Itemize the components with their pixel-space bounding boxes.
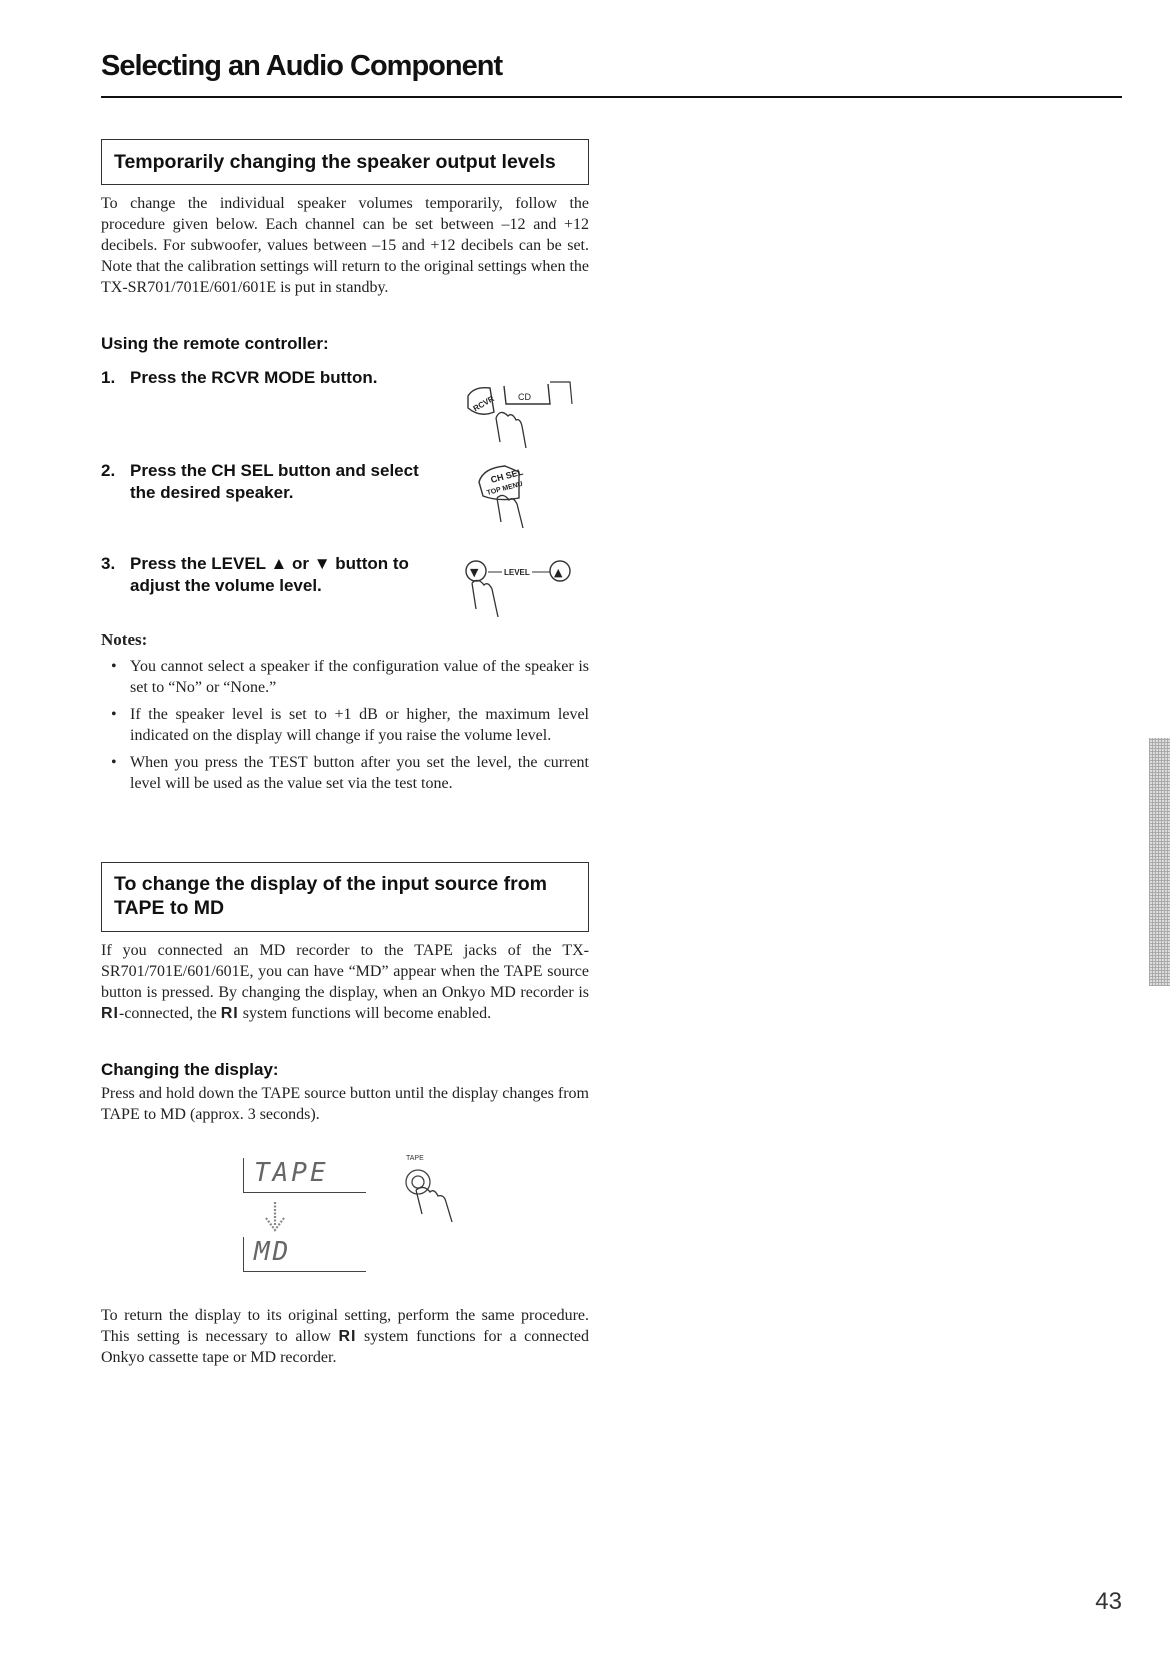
section2-heading-box [101, 862, 589, 932]
display-md-panel [243, 1237, 366, 1272]
tape-button-illustration [396, 1150, 476, 1230]
ri-logo: RI [338, 1328, 357, 1345]
notes-label: Notes: [101, 630, 148, 649]
section2-intro-part3: system functions will become enabled. [238, 1005, 492, 1022]
step-2 [101, 460, 431, 504]
level-up-arrow-icon: ▲ [554, 566, 563, 579]
display-tape-text: TAPE [254, 1158, 329, 1188]
tape-button-inner [412, 1176, 424, 1188]
section1-intro: To change the individual speaker volumes temporarily, follow the procedure given below. Each channel can be set between –12 and +12 decibels. For subwoofer, values between –15 and +12 decibels can be set. Note that the calibration settings will return to the original settings when the TX-SR701/701E/601/601E is put in standby. [101, 195, 589, 296]
title-rule [101, 96, 1122, 98]
pressing-finger-icon [496, 412, 526, 448]
ri-logo: RI [101, 1005, 119, 1022]
ri-logo: RI [220, 1005, 239, 1022]
step-3-number: 3. [101, 554, 116, 573]
section2-intro-part1: If you connected an MD recorder to the TAPE jacks of the TX-SR701/701E/601/601E, you can have “MD” appear when the TAPE source button is pressed. By changing the display, when an Onkyo MD recorder is [101, 942, 589, 1001]
top-menu-button-label: TOP MENU [486, 480, 524, 497]
tape-button-outer [406, 1170, 430, 1194]
section2-intro [101, 940, 589, 1024]
pressing-finger-icon-3 [472, 580, 498, 617]
section2-intro-part2: -connected, the [119, 1005, 221, 1022]
level-down-arrow-icon: ▼ [470, 566, 479, 579]
step-2-text: Press the CH SEL button and select the desired speaker. [130, 461, 419, 502]
section1-heading: Temporarily changing the speaker output levels [114, 151, 556, 173]
notes-list [101, 656, 589, 800]
pressing-finger-icon-4 [416, 1187, 452, 1222]
return-text-part2: system functions for a connected Onkyo cassette tape or MD recorder. [101, 1328, 589, 1366]
step-2-number: 2. [101, 461, 116, 480]
note-item-2: • If the speaker level is set to +1 dB or higher, the maximum level indicated on the display will change if you raise the volume level. [101, 704, 589, 746]
note-item-3: • When you press the TEST button after you set the level, the current level will be used as the value set via the test tone. [101, 752, 589, 794]
rcvr-button-label: RCVR [471, 394, 496, 414]
level-illustration [462, 557, 582, 623]
remote-heading: Using the remote controller: [101, 334, 329, 353]
cd-button-label: CD [518, 392, 531, 402]
return-text-part1: To return the display to its original setting, perform the same procedure. This setting is necessary to allow [101, 1307, 589, 1345]
ch-sel-illustration [475, 462, 565, 534]
step-3 [101, 553, 421, 597]
return-text [101, 1305, 589, 1368]
pressing-finger-icon-2 [497, 495, 523, 528]
display-tape-panel [243, 1158, 366, 1193]
page-title: Selecting an Audio Component [101, 50, 503, 82]
level-label: LEVEL [504, 568, 530, 577]
step-3-text: Press the LEVEL ▲ or ▼ button to adjust the volume level. [130, 554, 409, 595]
page-number: 43 [1095, 1588, 1122, 1615]
step-1-text: Press the RCVR MODE button. [130, 368, 378, 387]
ch-sel-button-label: CH SEL [489, 466, 525, 485]
changing-display-heading: Changing the display: [101, 1060, 279, 1079]
section2-heading: To change the display of the input source from TAPE to MD [114, 873, 548, 919]
changing-display-text: Press and hold down the TAPE source button until the display changes from TAPE to MD (approx. 3 seconds). [101, 1085, 589, 1123]
chapter-edge-tab [1149, 738, 1170, 986]
step-1 [101, 367, 441, 389]
note-item-1: • You cannot select a speaker if the configuration value of the speaker is set to “No” or “None.” [101, 656, 589, 698]
step-1-number: 1. [101, 368, 116, 387]
tape-button-label: TAPE [406, 1155, 424, 1162]
down-arrow-icon [262, 1200, 288, 1236]
rcvr-mode-illustration [460, 378, 580, 458]
display-md-text: MD [254, 1237, 292, 1267]
section1-heading-box [101, 139, 589, 185]
